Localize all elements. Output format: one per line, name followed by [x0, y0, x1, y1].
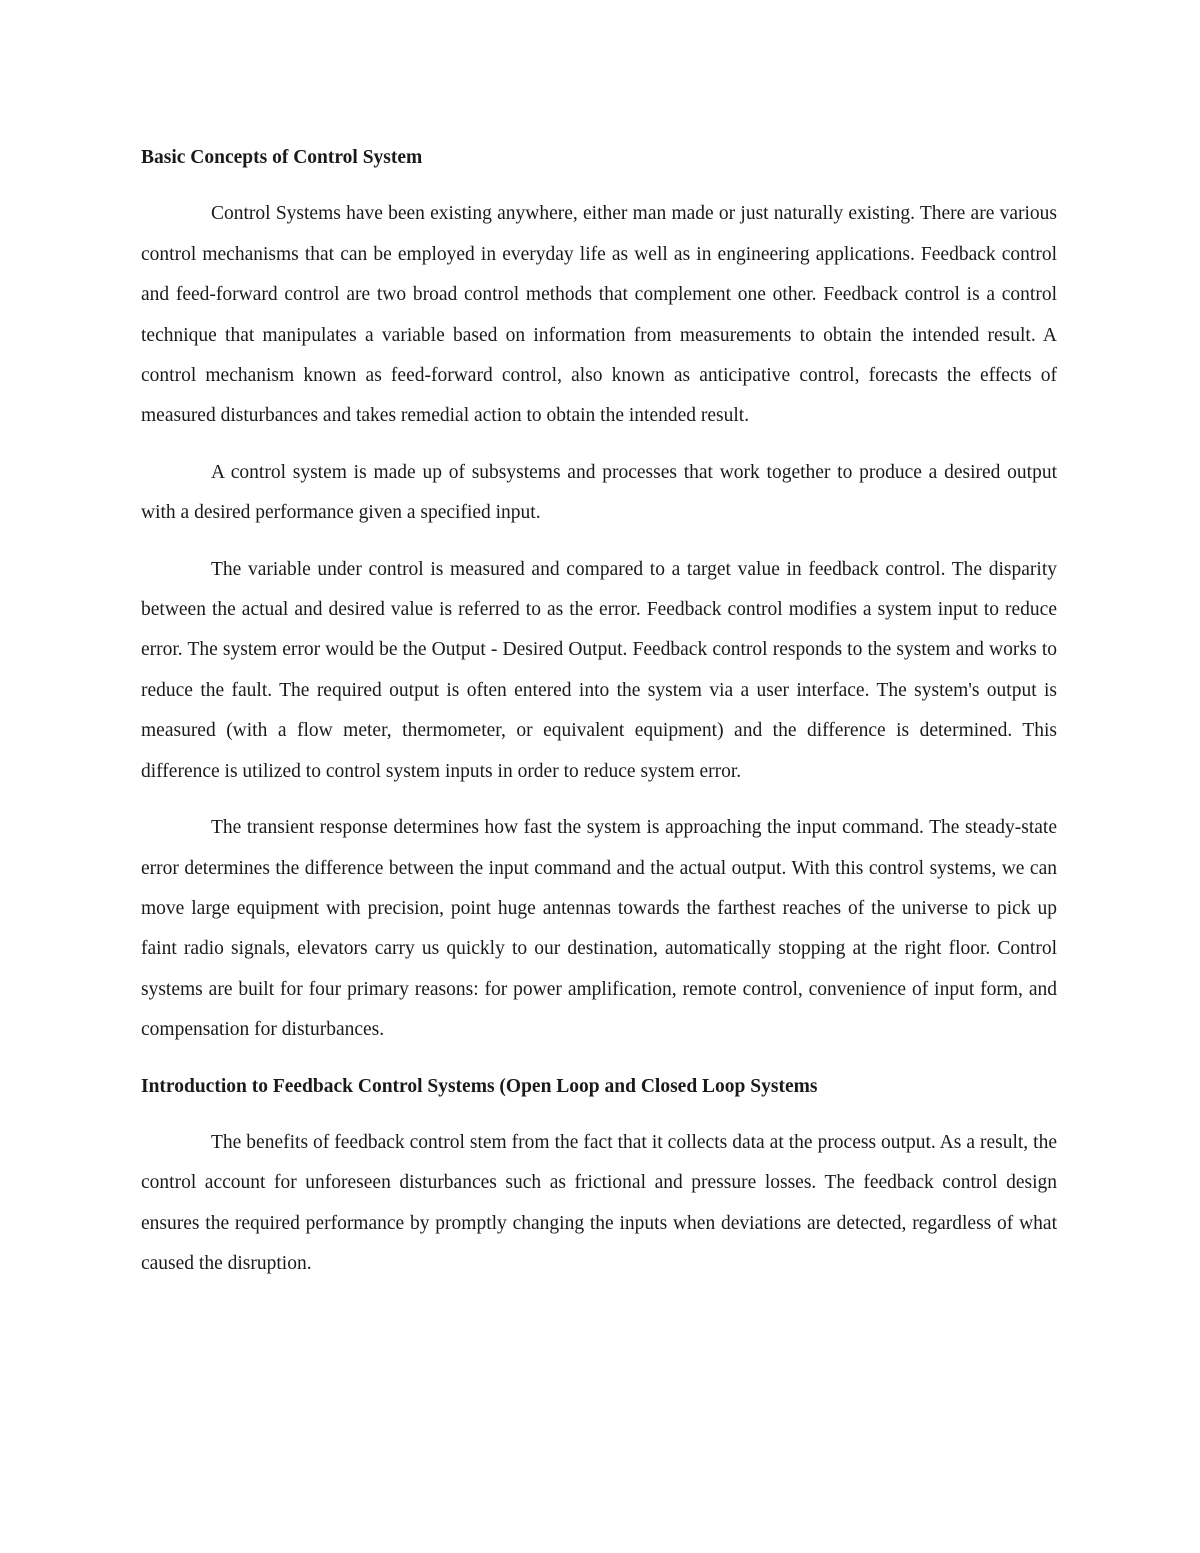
- paragraph-control-systems-intro: Control Systems have been existing anywhere, either man made or just naturally existing. There are various control mechanisms that can be employed in everyday life as well as in engineering applications. Feedback control and feed-forward control are two broad control methods that complement one other. Feedback control is a control technique that manipulates a variable based on information from measurements to obtain the intended result. A control mechanism known as feed-forward control, also known as anticipative control, forecasts the effects of measured disturbances and takes remedial action to obtain the intended result.: [141, 203, 1057, 427]
- paragraph-feedback-benefits: The benefits of feedback control stem from the fact that it collects data at the process output. As a result, the control account for unforeseen disturbances such as frictional and pressure losses. The feedback control design ensures the required performance by promptly changing the inputs when deviations are detected, regardless of what caused the disruption.: [141, 1131, 1057, 1275]
- paragraph-feedback-error: The variable under control is measured and compared to a target value in feedback control. The disparity between the actual and desired value is referred to as the error. Feedback control modifies a system input to reduce error. The system error would be the Output - Desired Output. Feedback control responds to the system and works to reduce the fault. The required output is often entered into the system via a user interface. The system's output is measured (with a flow meter, thermometer, or equivalent equipment) and the difference is determined. This difference is utilized to control system inputs in order to reduce system error.: [141, 558, 1057, 782]
- paragraph-transient-response: The transient response determines how fast the system is approaching the input command. The steady-state error determines the difference between the input command and the actual output. With this control systems, we can move large equipment with precision, point huge antennas towards the farthest reaches of the universe to pick up faint radio signals, elevators carry us quickly to our destination, automatically stopping at the right floor. Control systems are built for four primary reasons: for power amplification, remote control, convenience of input form, and compensation for disturbances.: [141, 817, 1057, 1041]
- paragraph-control-system-definition: A control system is made up of subsystems and processes that work together to produce a desired output with a desired performance given a specified input.: [141, 461, 1057, 524]
- section-heading-basic-concepts: Basic Concepts of Control System: [141, 147, 423, 168]
- document-body: [141, 138, 1057, 1301]
- section-heading-feedback-intro: Introduction to Feedback Control Systems (Open Loop and Closed Loop Systems: [141, 1075, 818, 1097]
